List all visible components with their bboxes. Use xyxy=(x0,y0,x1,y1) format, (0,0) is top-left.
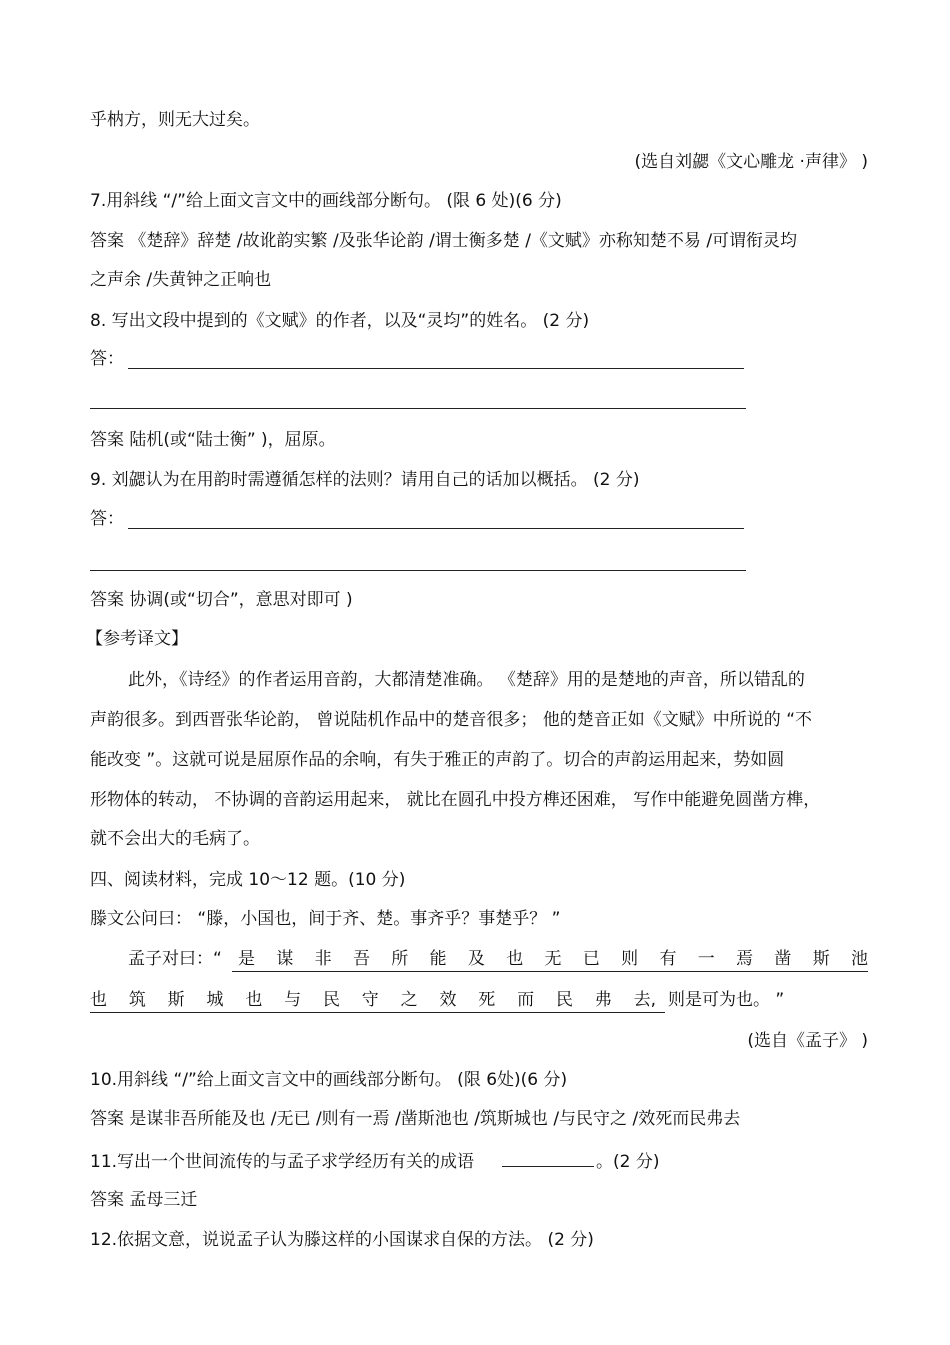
answer-line xyxy=(90,570,746,571)
question-12: 12.依据文意，说说孟子认为滕这样的小国谋求自保的方法。 (2 分) xyxy=(90,1230,594,1250)
translation-line: 能改变 ”。这就可说是屈原作品的余响，有失于雅正的声韵了。切合的声韵运用起来，势如圆 xyxy=(90,750,785,770)
translation-line: 声韵很多。到西晋张华论韵， 曾说陆机作品中的楚音很多； 他的楚音正如《文赋》中所说的 “不 xyxy=(90,710,813,730)
underline xyxy=(232,971,868,972)
passage-char: 无 xyxy=(544,949,562,969)
passage-char: 与 xyxy=(284,990,302,1010)
passage-char: 已 xyxy=(582,949,600,969)
passage-char: 民 xyxy=(555,990,573,1010)
answer-line xyxy=(128,368,744,369)
source-citation: (选自《孟子》 ) xyxy=(747,1031,868,1051)
answer-8: 答案 陆机(或“陆士衡” )，屈原。 xyxy=(90,430,336,450)
answer-7-line1: 答案 《楚辞》辞楚 /故讹韵实繁 /及张华论韵 /谓士衡多楚 /《文赋》亦称知楚不易 /可谓衔灵均 xyxy=(90,231,798,251)
answer-9: 答案 协调(或“切合”，意思对即可 ) xyxy=(90,590,353,610)
passage-char: 效 xyxy=(439,990,457,1010)
passage-char: 及 xyxy=(467,949,485,969)
passage-lead: 孟子对曰：“ xyxy=(128,949,222,969)
question-9: 9. 刘勰认为在用韵时需遵循怎样的法则？请用自己的话加以概括。 (2 分) xyxy=(90,470,640,490)
passage-char: 也 xyxy=(90,990,107,1010)
passage-char: 之 xyxy=(400,990,418,1010)
passage-char: 是 xyxy=(238,949,255,969)
underline xyxy=(90,1012,665,1013)
passage-char: 则 xyxy=(621,949,639,969)
answer-10: 答案 是谋非吾所能及也 /无已 /则有一焉 /凿斯池也 /筑斯城也 /与民守之 /效死而民弗去 xyxy=(90,1109,741,1129)
answer-label: 答： xyxy=(90,509,124,529)
text-line: 乎枘方，则无大过矣。 xyxy=(90,110,260,130)
passage-char: 也 xyxy=(506,949,524,969)
passage-line: 滕文公问曰： “滕，小国也，间于齐、楚。事齐乎？事楚乎？ ” xyxy=(90,909,561,929)
passage-char: 吾 xyxy=(352,949,370,969)
passage-char: 守 xyxy=(361,990,379,1010)
question-11-score: 。(2 分) xyxy=(596,1152,660,1172)
passage-char: 池 xyxy=(851,949,868,969)
passage-char: 凿 xyxy=(774,949,792,969)
answer-7-line2: 之声余 /失黄钟之正响也 xyxy=(90,270,272,290)
passage-char: 也 xyxy=(245,990,263,1010)
passage-char: 斯 xyxy=(812,949,830,969)
question-7: 7.用斜线 “/”给上面文言文中的画线部分断句。 (限 6 处)(6 分) xyxy=(90,191,562,211)
question-8: 8. 写出文段中提到的《文赋》的作者，以及“灵均”的姓名。 (2 分) xyxy=(90,311,590,331)
answer-line xyxy=(128,528,744,529)
passage-char: 有 xyxy=(659,949,677,969)
translation-line: 形物体的转动， 不协调的音韵运用起来， 就比在圆孔中投方榫还困难， 写作中能避免圆凿方榫， xyxy=(90,790,821,810)
passage-char: 民 xyxy=(322,990,340,1010)
translation-line: 就不会出大的毛病了。 xyxy=(90,829,260,849)
fill-blank[interactable] xyxy=(502,1148,594,1167)
passage-char: 弗 xyxy=(594,990,612,1010)
passage-char: 死 xyxy=(478,990,496,1010)
answer-line xyxy=(90,408,746,409)
section-heading: 四、阅读材料，完成 10～12 题。(10 分) xyxy=(90,870,406,890)
passage-char: 筑 xyxy=(128,990,146,1010)
question-11-text: 11.写出一个世间流传的与孟子求学经历有关的成语 xyxy=(90,1152,475,1172)
passage-char: 而 xyxy=(517,990,535,1010)
passage-tail: 则是可为也。 ” xyxy=(668,990,785,1010)
underlined-passage-row xyxy=(238,945,868,971)
passage-char: 一 xyxy=(697,949,715,969)
question-11 xyxy=(90,1148,660,1174)
source-citation: (选自刘勰《文心雕龙 ·声律》 ) xyxy=(634,152,868,172)
translation-line: 此外，《诗经》的作者运用音韵，大都清楚准确。 《楚辞》用的是楚地的声音，所以错乱的 xyxy=(128,670,805,690)
underlined-passage-row xyxy=(90,986,656,1012)
reference-heading: 【参考译文】 xyxy=(86,629,188,649)
passage-char: 城 xyxy=(206,990,224,1010)
answer-11: 答案 孟母三迁 xyxy=(90,1190,198,1210)
passage-char: 焉 xyxy=(736,949,754,969)
passage-char: 所 xyxy=(391,949,409,969)
question-10: 10.用斜线 “/”给上面文言文中的画线部分断句。 (限 6处)(6 分) xyxy=(90,1070,568,1090)
passage-char: 去, xyxy=(633,990,656,1010)
answer-label: 答： xyxy=(90,349,124,369)
passage-char: 谋 xyxy=(276,949,294,969)
passage-char: 斯 xyxy=(167,990,185,1010)
passage-char: 非 xyxy=(314,949,332,969)
passage-char: 能 xyxy=(429,949,447,969)
